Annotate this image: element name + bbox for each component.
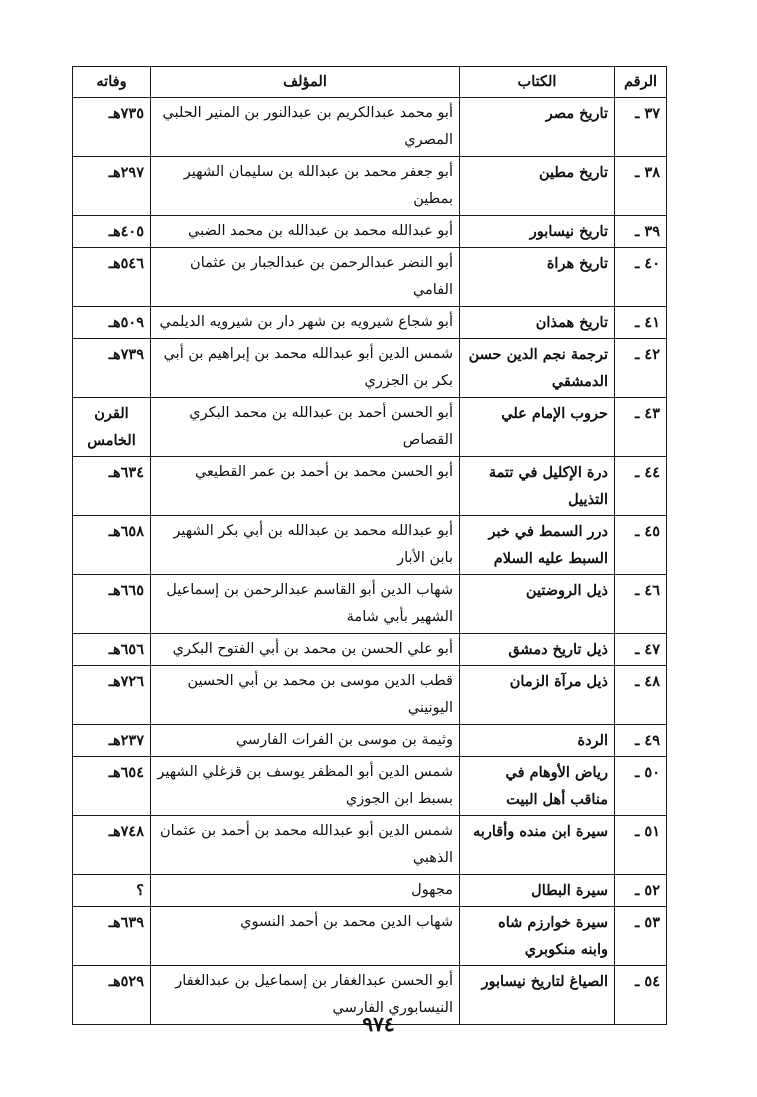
cell-death-year: ٧٣٩هـ (73, 339, 151, 398)
cell-book-title: تاريخ همذان (460, 307, 615, 339)
table-row (73, 248, 667, 307)
table-row (73, 307, 667, 339)
table-row (73, 398, 667, 457)
table-row (73, 816, 667, 875)
cell-book-title: تاريخ هراة (460, 248, 615, 307)
cell-book-title: ذيل تاريخ دمشق (460, 634, 615, 666)
table-row (73, 157, 667, 216)
table-header-row (73, 67, 667, 98)
table-row (73, 634, 667, 666)
cell-book-title: تاريخ نيسابور (460, 216, 615, 248)
cell-book-title: درة الإكليل في تتمة التذييل (460, 457, 615, 516)
cell-death-year: ٦٥٨هـ (73, 516, 151, 575)
cell-number: ٤١ ـ (615, 307, 667, 339)
cell-number: ٥٣ ـ (615, 907, 667, 966)
table-row (73, 666, 667, 725)
cell-book-title: ترجمة نجم الدين حسن الدمشقي (460, 339, 615, 398)
cell-death-year: ؟ (73, 875, 151, 907)
header-book: الكتاب (460, 67, 615, 98)
cell-book-title: ذيل الروضتين (460, 575, 615, 634)
cell-book-title: الصياغ لتاريخ نيسابور (460, 966, 615, 1025)
cell-death-year: ٧٢٦هـ (73, 666, 151, 725)
cell-number: ٤٢ ـ (615, 339, 667, 398)
cell-death-year: ٤٠٥هـ (73, 216, 151, 248)
cell-book-title: سيرة البطال (460, 875, 615, 907)
cell-book-title: سيرة خوارزم شاه وابنه منكوبري (460, 907, 615, 966)
cell-number: ٤٤ ـ (615, 457, 667, 516)
cell-number: ٤٨ ـ (615, 666, 667, 725)
cell-book-title: ذيل مرآة الزمان (460, 666, 615, 725)
table-row (73, 757, 667, 816)
table-row (73, 457, 667, 516)
cell-author: مجهول (151, 875, 460, 907)
cell-number: ٥٤ ـ (615, 966, 667, 1025)
cell-death-year: ٥٢٩هـ (73, 966, 151, 1025)
cell-number: ٤٩ ـ (615, 725, 667, 757)
cell-number: ٥١ ـ (615, 816, 667, 875)
cell-author: أبو عبدالله محمد بن عبدالله بن أبي بكر الشهير بابن الأبار (151, 516, 460, 575)
cell-author: أبو عبدالله محمد بن عبدالله بن محمد الضبي (151, 216, 460, 248)
cell-author: شهاب الدين أبو القاسم عبدالرحمن بن إسماعيل الشهير بأبي شامة (151, 575, 460, 634)
cell-book-title: تاريخ مطين (460, 157, 615, 216)
cell-author: قطب الدين موسى بن محمد بن أبي الحسين اليونيني (151, 666, 460, 725)
cell-author: أبو علي الحسن بن محمد بن أبي الفتوح البكري (151, 634, 460, 666)
cell-author: شمس الدين أبو عبدالله محمد بن إبراهيم بن أبي بكر بن الجزري (151, 339, 460, 398)
cell-death-year: ٦٥٦هـ (73, 634, 151, 666)
table-row (73, 516, 667, 575)
cell-author: أبو محمد عبدالكريم بن عبدالنور بن المنير الحلبي المصري (151, 98, 460, 157)
cell-author: أبو الحسن عبدالغفار بن إسماعيل بن عبدالغفار النيسابوري الفارسي (151, 966, 460, 1025)
cell-number: ٤٠ ـ (615, 248, 667, 307)
cell-death-year: ٦٥٤هـ (73, 757, 151, 816)
cell-death-year: القرن الخامس (73, 398, 151, 457)
cell-number: ٣٧ ـ (615, 98, 667, 157)
cell-number: ٥٢ ـ (615, 875, 667, 907)
cell-author: أبو الحسن محمد بن أحمد بن عمر القطيعي (151, 457, 460, 516)
cell-death-year: ٥٤٦هـ (73, 248, 151, 307)
table-row (73, 98, 667, 157)
cell-author: أبو النضر عبدالرحمن بن عبدالجبار بن عثمان الفامي (151, 248, 460, 307)
table-row (73, 725, 667, 757)
cell-death-year: ٧٣٥هـ (73, 98, 151, 157)
cell-number: ٣٩ ـ (615, 216, 667, 248)
table-container (72, 66, 666, 1025)
cell-author: شمس الدين أبو المظفر يوسف بن قزغلي الشهير بسبط ابن الجوزي (151, 757, 460, 816)
table-row (73, 339, 667, 398)
header-death: وفاته (73, 67, 151, 98)
cell-number: ٤٥ ـ (615, 516, 667, 575)
cell-book-title: درر السمط في خبر السبط عليه السلام (460, 516, 615, 575)
table-row (73, 216, 667, 248)
table-row (73, 907, 667, 966)
cell-death-year: ٢٩٧هـ (73, 157, 151, 216)
header-author: المؤلف (151, 67, 460, 98)
cell-book-title: حروب الإمام علي (460, 398, 615, 457)
cell-number: ٣٨ ـ (615, 157, 667, 216)
cell-number: ٤٧ ـ (615, 634, 667, 666)
cell-number: ٤٦ ـ (615, 575, 667, 634)
cell-death-year: ٧٤٨هـ (73, 816, 151, 875)
table-row (73, 575, 667, 634)
cell-author: وثيمة بن موسى بن الفرات الفارسي (151, 725, 460, 757)
cell-number: ٥٠ ـ (615, 757, 667, 816)
cell-death-year: ٥٠٩هـ (73, 307, 151, 339)
cell-author: أبو شجاع شيرويه بن شهر دار بن شيرويه الديلمي (151, 307, 460, 339)
cell-book-title: رياض الأوهام في مناقب أهل البيت (460, 757, 615, 816)
table-row (73, 875, 667, 907)
cell-author: شهاب الدين محمد بن أحمد النسوي (151, 907, 460, 966)
cell-author: شمس الدين أبو عبدالله محمد بن أحمد بن عثمان الذهبي (151, 816, 460, 875)
cell-number: ٤٣ ـ (615, 398, 667, 457)
page-number: ٩٧٤ (362, 1012, 395, 1036)
cell-death-year: ٦٣٤هـ (73, 457, 151, 516)
header-number: الرقم (615, 67, 667, 98)
cell-death-year: ٦٣٩هـ (73, 907, 151, 966)
cell-author: أبو الحسن أحمد بن عبدالله بن محمد البكري القصاص (151, 398, 460, 457)
cell-author: أبو جعفر محمد بن عبدالله بن سليمان الشهير بمطين (151, 157, 460, 216)
cell-book-title: تاريخ مصر (460, 98, 615, 157)
books-table (72, 66, 667, 1025)
cell-death-year: ٢٣٧هـ (73, 725, 151, 757)
cell-death-year: ٦٦٥هـ (73, 575, 151, 634)
cell-book-title: الردة (460, 725, 615, 757)
cell-book-title: سيرة ابن منده وأقاربه (460, 816, 615, 875)
